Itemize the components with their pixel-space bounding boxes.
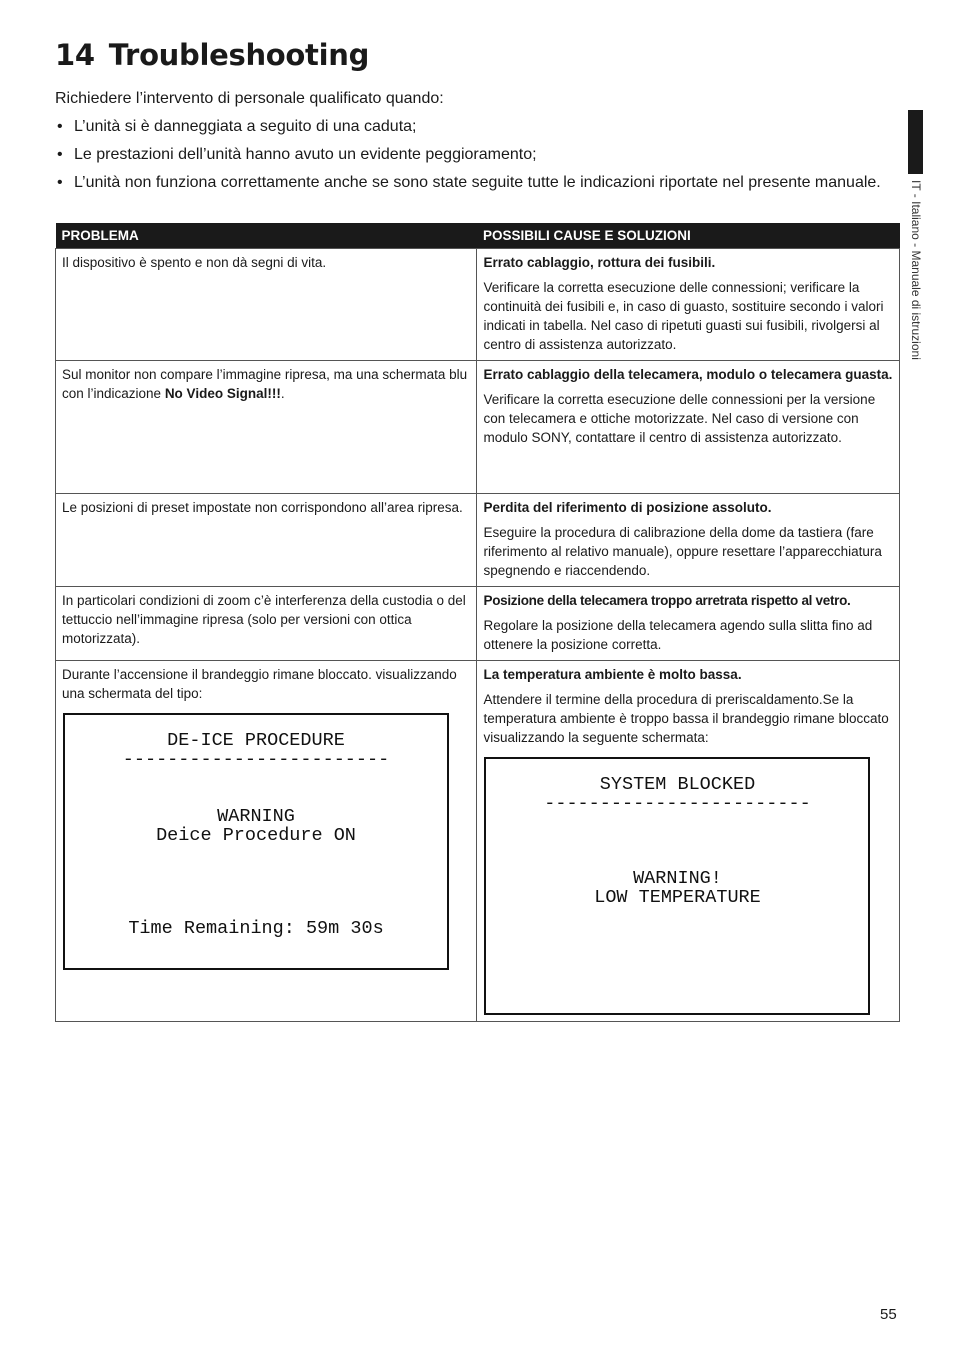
solution-cell bbox=[477, 494, 900, 587]
problem-text: Durante l’accensione il brandeggio rimane bloccato. visualizzando una schermata del tipo: bbox=[62, 667, 457, 701]
solution-text: Verificare la corretta esecuzione delle connessioni; verificare la continuità dei fusibili e, in caso di guasto, sostituire secondo i valori indicati in tabella. Nel caso di ripetuti guasti sui fusibili, rivolgersi al centro di assistenza autorizzato. bbox=[483, 280, 884, 352]
problem-cell bbox=[56, 361, 477, 494]
solution-text: Attendere il termine della procedura di preriscaldamento.Se la temperatura ambiente è troppo bassa il brandeggio rimane bloccato visualizzando la seguente schermata: bbox=[483, 692, 889, 745]
solution-cell bbox=[477, 661, 900, 1022]
solution-text: Eseguire la procedura di calibrazione della dome da tastiera (fare riferimento al relativo manuale), oppure resettare l’apparecchiatura spegnendo e riaccendendo. bbox=[483, 525, 882, 578]
intro-bullet-list bbox=[55, 116, 885, 194]
table-row bbox=[56, 494, 900, 587]
osd-footer: Time Remaining: 59m 30s bbox=[128, 918, 384, 939]
osd-spacer bbox=[65, 845, 447, 919]
problem-text: Le posizioni di preset impostate non corrispondono all’area ripresa. bbox=[62, 500, 463, 515]
cause-text: La temperatura ambiente è molto bassa. bbox=[483, 667, 742, 682]
table-row bbox=[56, 661, 900, 1022]
column-header-problem: PROBLEMA bbox=[56, 223, 477, 249]
solution-text: Regolare la posizione della telecamera agendo sulla slitta fino ad ottenere la posizione corretta. bbox=[483, 618, 873, 652]
table-row bbox=[56, 361, 900, 494]
deice-osd-screen bbox=[63, 713, 449, 970]
intro-bullet: • Le prestazioni dell’unità hanno avuto un evidente peggioramento; bbox=[55, 144, 885, 166]
problem-text-pre: Sul monitor non compare l’immagine ripresa, ma una schermata blu con l’indicazione bbox=[62, 367, 468, 401]
cause-text: Perdita del riferimento di posizione assoluto. bbox=[483, 500, 772, 515]
intro-section bbox=[55, 88, 885, 200]
page-title bbox=[55, 38, 369, 72]
language-side-label: IT - Italiano - Manuale di istruzioni bbox=[909, 180, 923, 360]
solution-text: Verificare la corretta esecuzione delle connessioni per la versione con telecamera e ottiche motorizzate. Nel caso di versione con modulo SONY, contattare il centro di assistenza autorizzato. bbox=[483, 392, 876, 445]
osd-message: Deice Procedure ON bbox=[156, 825, 356, 846]
table-row bbox=[56, 587, 900, 661]
problem-text: In particolari condizioni di zoom c’è interferenza della custodia o del tettuccio nell’immagine ripresa (solo per versioni con ottica motorizzata). bbox=[62, 593, 466, 646]
table-header-row bbox=[56, 223, 900, 249]
solution-cell bbox=[477, 587, 900, 661]
osd-message: LOW TEMPERATURE bbox=[594, 887, 761, 908]
page-number: 55 bbox=[880, 1306, 897, 1323]
troubleshooting-table bbox=[55, 223, 900, 1022]
osd-warning: WARNING bbox=[217, 806, 295, 827]
column-header-causes: POSSIBILI CAUSE E SOLUZIONI bbox=[477, 223, 900, 249]
table-row bbox=[56, 249, 900, 361]
cause-text: Posizione della telecamera troppo arretrata rispetto al vetro. bbox=[483, 593, 851, 608]
osd-spacer bbox=[65, 769, 447, 807]
problem-cell bbox=[56, 661, 477, 1022]
problem-text: Il dispositivo è spento e non dà segni di vita. bbox=[62, 255, 327, 270]
osd-spacer bbox=[486, 813, 868, 869]
problem-text bbox=[62, 365, 470, 403]
osd-rule: ------------------------ bbox=[122, 749, 390, 770]
problem-cell bbox=[56, 494, 477, 587]
intro-lead: Richiedere l’intervento di personale qualificato quando: bbox=[55, 90, 444, 107]
osd-title: DE-ICE PROCEDURE bbox=[167, 730, 345, 751]
cause-text: Errato cablaggio della telecamera, modulo o telecamera guasta. bbox=[483, 367, 893, 382]
language-tab-marker bbox=[908, 110, 923, 174]
problem-cell bbox=[56, 587, 477, 661]
problem-cell bbox=[56, 249, 477, 361]
osd-rule: ------------------------ bbox=[544, 793, 811, 814]
solution-cell bbox=[477, 249, 900, 361]
cause-text: Errato cablaggio, rottura dei fusibili. bbox=[483, 255, 716, 270]
solution-cell bbox=[477, 361, 900, 494]
system-blocked-osd-screen bbox=[484, 757, 870, 1015]
intro-bullet: • L’unità non funziona correttamente anche se sono state seguite tutte le indicazioni riportate nel presente manuale. bbox=[55, 172, 885, 194]
section-number: 14 bbox=[55, 38, 95, 72]
no-video-signal-label: No Video Signal!!! bbox=[164, 386, 281, 401]
osd-warning: WARNING! bbox=[633, 868, 722, 889]
osd-title: SYSTEM BLOCKED bbox=[599, 774, 756, 795]
intro-bullet: • L’unità si è danneggiata a seguito di una caduta; bbox=[55, 116, 885, 138]
section-title: Troubleshooting bbox=[108, 38, 370, 72]
problem-text-post: . bbox=[280, 386, 285, 401]
